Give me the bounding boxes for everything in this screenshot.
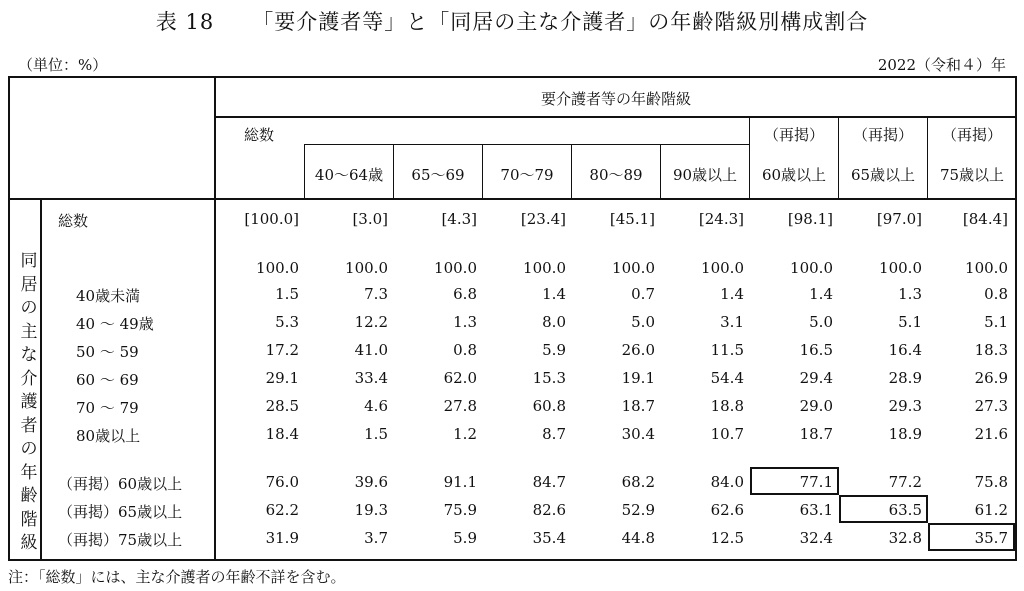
table-cell: 0.8 bbox=[453, 341, 477, 359]
table-title bbox=[0, 6, 1024, 36]
row-group-char: 護 bbox=[20, 392, 38, 412]
row-group-char: 居 bbox=[20, 274, 38, 295]
table-cell: 5.9 bbox=[542, 341, 566, 359]
table-cell: 30.4 bbox=[621, 425, 655, 443]
table-cell: 1.5 bbox=[275, 285, 299, 303]
header-saikei-2: （再掲） bbox=[852, 126, 913, 144]
table-cell: 16.5 bbox=[799, 341, 833, 359]
row-group-char: 同 bbox=[20, 251, 38, 271]
row-label: 40 ～ 49歳 bbox=[76, 315, 154, 333]
table-cell: [45.1] bbox=[609, 210, 655, 228]
table-cell: 60.8 bbox=[532, 397, 566, 415]
table-cell: 3.1 bbox=[720, 313, 744, 331]
row-group-char: 主 bbox=[20, 321, 38, 342]
header-age-70-79: 70～79 bbox=[500, 166, 554, 184]
table-cell: 91.1 bbox=[443, 473, 477, 491]
row-label: （再掲）75歳以上 bbox=[58, 531, 183, 549]
header-saikei-60-plus: 60歳以上 bbox=[761, 166, 827, 184]
footnote: 注：「総数」には、主な介護者の年齢不詳を含む。 bbox=[8, 568, 346, 586]
table-cell: 31.9 bbox=[265, 529, 299, 547]
table-cell: 18.4 bbox=[265, 425, 299, 443]
table-cell: 28.9 bbox=[888, 369, 922, 387]
row-label: 50 ～ 59 bbox=[76, 343, 139, 361]
table-cell: 3.7 bbox=[364, 529, 388, 547]
table-cell: 1.2 bbox=[453, 425, 477, 443]
table-cell: 68.2 bbox=[621, 473, 655, 491]
table-cell: 41.0 bbox=[354, 341, 388, 359]
row-group-char: 者 bbox=[20, 415, 38, 436]
table-cell: 19.3 bbox=[354, 501, 388, 519]
unit-label: （単位：%） bbox=[18, 56, 108, 74]
row-group-char: 階 bbox=[20, 509, 38, 530]
header-saikei-1: （再掲） bbox=[763, 126, 824, 144]
table-cell: 1.4 bbox=[720, 285, 744, 303]
table-cell: 18.3 bbox=[974, 341, 1008, 359]
table-cell: [4.3] bbox=[441, 210, 477, 228]
header-group-label: 要介護者等の年齢階級 bbox=[540, 90, 691, 108]
header-total: 総数 bbox=[244, 126, 275, 144]
table-cell: 75.9 bbox=[443, 501, 477, 519]
row-group-char: 級 bbox=[20, 533, 38, 553]
table-cell: 19.1 bbox=[621, 369, 655, 387]
table-cell: 4.6 bbox=[364, 397, 388, 415]
table-cell: 5.1 bbox=[984, 313, 1008, 331]
table-cell: 8.0 bbox=[542, 313, 566, 331]
header-age-40-64: 40～64歳 bbox=[314, 166, 384, 184]
table-cell: [97.0] bbox=[876, 210, 922, 228]
table-cell: 7.3 bbox=[364, 285, 388, 303]
row-label: 80歳以上 bbox=[76, 427, 141, 445]
row-label: 総数 bbox=[58, 212, 89, 230]
table-cell: 54.4 bbox=[710, 369, 744, 387]
header-age-90-plus: 90歳以上 bbox=[672, 166, 738, 184]
row-group-char: 齢 bbox=[20, 486, 38, 506]
table-cell: 1.3 bbox=[453, 313, 477, 331]
table-cell: 62.0 bbox=[443, 369, 477, 387]
table-cell: 26.0 bbox=[621, 341, 655, 359]
table-cell: 100.0 bbox=[523, 259, 566, 277]
row-label: （再掲）60歳以上 bbox=[58, 475, 183, 493]
table-cell: 21.6 bbox=[974, 425, 1008, 443]
table-cell: [24.3] bbox=[698, 210, 744, 228]
table-cell: 82.6 bbox=[532, 501, 566, 519]
table-cell: 29.3 bbox=[888, 397, 922, 415]
table-cell: 76.0 bbox=[265, 473, 299, 491]
header-saikei-65-plus: 65歳以上 bbox=[850, 166, 916, 184]
table-cell: 33.4 bbox=[354, 369, 388, 387]
table-cell: 17.2 bbox=[265, 341, 299, 359]
table-cell: 0.7 bbox=[631, 285, 655, 303]
row-label: 60 ～ 69 bbox=[76, 371, 139, 389]
row-group-char: 介 bbox=[20, 368, 38, 389]
table-cell: 29.1 bbox=[265, 369, 299, 387]
table-cell: 100.0 bbox=[434, 259, 477, 277]
table-cell: 1.3 bbox=[898, 285, 922, 303]
table-cell: 6.8 bbox=[453, 285, 477, 303]
table-cell: [98.1] bbox=[787, 210, 833, 228]
table-cell: 100.0 bbox=[879, 259, 922, 277]
table-cell: 27.8 bbox=[443, 397, 477, 415]
table-cell: 84.7 bbox=[532, 473, 566, 491]
row-group-char: の bbox=[20, 298, 38, 318]
row-label: 70 ～ 79 bbox=[76, 399, 139, 417]
table-cell: [3.0] bbox=[352, 210, 388, 228]
table-cell: 77.1 bbox=[799, 473, 833, 491]
table-cell: 0.8 bbox=[984, 285, 1008, 303]
table-cell: 18.7 bbox=[621, 397, 655, 415]
table-cell: 26.9 bbox=[974, 369, 1008, 387]
table-cell: 100.0 bbox=[790, 259, 833, 277]
table-cell: 15.3 bbox=[532, 369, 566, 387]
table-cell: 5.0 bbox=[809, 313, 833, 331]
table-cell: [100.0] bbox=[244, 210, 299, 228]
table-cell: 63.1 bbox=[799, 501, 833, 519]
row-label: （再掲）65歳以上 bbox=[58, 503, 183, 521]
table-cell: 1.4 bbox=[809, 285, 833, 303]
data-table bbox=[8, 76, 1017, 561]
table-cell: 1.5 bbox=[364, 425, 388, 443]
table-cell: 52.9 bbox=[621, 501, 655, 519]
table-cell: 1.4 bbox=[542, 285, 566, 303]
table-cell: 12.2 bbox=[354, 313, 388, 331]
table-cell: 27.3 bbox=[974, 397, 1008, 415]
table-cell: [23.4] bbox=[520, 210, 566, 228]
table-cell: 11.5 bbox=[710, 341, 744, 359]
table-cell: 5.1 bbox=[898, 313, 922, 331]
table-cell: 39.6 bbox=[354, 473, 388, 491]
table-cell: 28.5 bbox=[265, 397, 299, 415]
table-cell: 12.5 bbox=[710, 529, 744, 547]
table-cell: 8.7 bbox=[542, 425, 566, 443]
table-cell: 61.2 bbox=[974, 501, 1008, 519]
row-group-char: の bbox=[20, 439, 38, 459]
year-label: 2022（令和４）年 bbox=[877, 56, 1006, 74]
table-cell: 32.8 bbox=[888, 529, 922, 547]
table-cell: 18.8 bbox=[710, 397, 744, 415]
table-cell: 18.9 bbox=[888, 425, 922, 443]
table-cell: 100.0 bbox=[345, 259, 388, 277]
table-cell: [84.4] bbox=[962, 210, 1008, 228]
table-cell: 18.7 bbox=[799, 425, 833, 443]
header-saikei-3: （再掲） bbox=[941, 126, 1002, 144]
table-cell: 16.4 bbox=[888, 341, 922, 359]
table-cell: 10.7 bbox=[710, 425, 744, 443]
row-group-label bbox=[18, 250, 40, 556]
row-group-char: 年 bbox=[20, 462, 38, 483]
table-cell: 35.4 bbox=[532, 529, 566, 547]
table-cell: 100.0 bbox=[965, 259, 1008, 277]
row-group-char: な bbox=[20, 345, 38, 365]
row-label: 40歳未満 bbox=[76, 287, 141, 305]
table-cell: 75.8 bbox=[974, 473, 1008, 491]
table-cell: 84.0 bbox=[710, 473, 744, 491]
table-cell: 35.7 bbox=[974, 529, 1008, 547]
table-cell: 5.3 bbox=[275, 313, 299, 331]
table-cell: 5.9 bbox=[453, 529, 477, 547]
table-cell: 62.2 bbox=[265, 501, 299, 519]
table-cell: 5.0 bbox=[631, 313, 655, 331]
table-cell: 29.0 bbox=[799, 397, 833, 415]
table-cell: 44.8 bbox=[621, 529, 655, 547]
header-age-65-69: 65～69 bbox=[411, 166, 465, 184]
table-cell: 100.0 bbox=[701, 259, 744, 277]
table-cell: 62.6 bbox=[710, 501, 744, 519]
table-title-text: 「要介護者等」と「同居の主な介護者」の年齢階級別構成割合 bbox=[252, 10, 869, 34]
table-cell: 32.4 bbox=[799, 529, 833, 547]
table-cell: 100.0 bbox=[256, 259, 299, 277]
table-number: 表 18 bbox=[155, 10, 215, 34]
header-age-80-89: 80～89 bbox=[589, 166, 643, 184]
table-cell: 77.2 bbox=[888, 473, 922, 491]
table-cell: 100.0 bbox=[612, 259, 655, 277]
header-saikei-75-plus: 75歳以上 bbox=[939, 166, 1005, 184]
table-cell: 63.5 bbox=[888, 501, 922, 519]
table-cell: 29.4 bbox=[799, 369, 833, 387]
